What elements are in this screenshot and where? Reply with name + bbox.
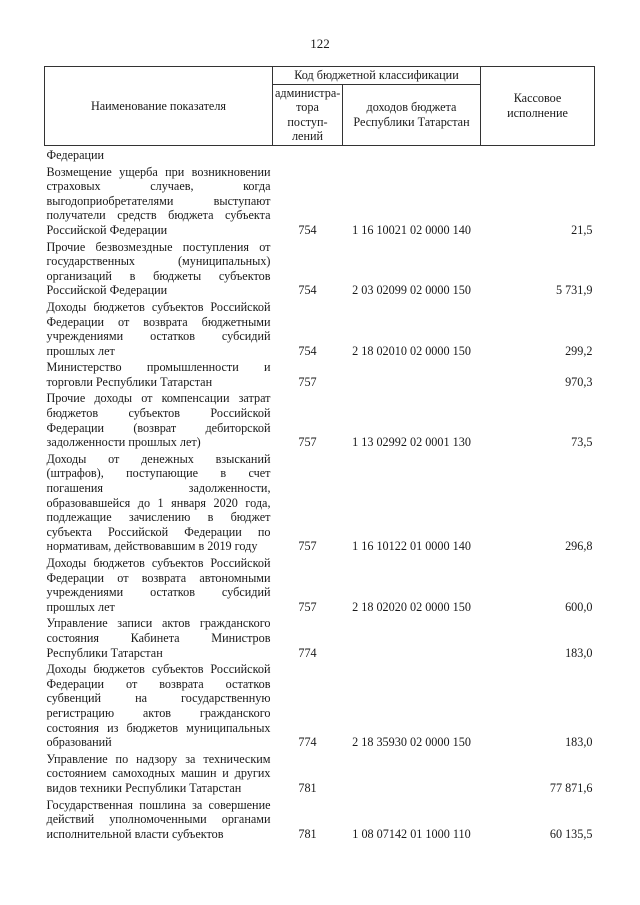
row-admin-code — [273, 145, 343, 162]
table-row — [45, 145, 595, 162]
table-row — [45, 358, 595, 389]
row-admin-code: 781 — [298, 826, 317, 841]
row-name: Прочие доходы от компенсации затрат бюджетов субъектов Российской Федерации (возврат дебиторской задолженности прошлых лет) — [46, 391, 271, 450]
row-income-code: 2 18 02020 02 0000 150 — [352, 599, 471, 614]
row-income-code — [343, 358, 481, 389]
row-income-code: 2 18 35930 02 0000 150 — [352, 735, 471, 750]
row-amount: 60 135,5 — [549, 826, 593, 841]
row-amount: 970,3 — [565, 374, 593, 389]
row-amount: 183,0 — [565, 645, 593, 660]
header-amount: Кассовое исполнение — [481, 67, 595, 146]
row-name: Возмещение ущерба при возникновении страховых случаев, когда выгодоприобретателями выступают получатели средств бюджета субъекта Российской Федерации — [46, 164, 271, 237]
row-amount: 21,5 — [571, 222, 593, 237]
row-income-code: 1 16 10122 01 0000 140 — [352, 539, 471, 554]
row-income-code: 2 03 02099 02 0000 150 — [352, 283, 471, 298]
row-amount: 77 871,6 — [549, 780, 593, 795]
row-amount — [481, 145, 595, 162]
table-row — [45, 450, 595, 554]
table-row — [45, 750, 595, 796]
row-admin-code: 757 — [298, 435, 317, 450]
row-amount: 5 731,9 — [555, 283, 593, 298]
page-number: 122 — [310, 36, 330, 51]
table-row — [45, 614, 595, 660]
table-row — [45, 554, 595, 614]
row-name: Доходы от денежных взысканий (штрафов), поступающие в счет погашения задолженности, образовавшейся до 1 января 2020 года, подлежащие зачислению в бюджет субъекта Российской Федерации по нормативам, действовавшим в 2019 году — [46, 451, 271, 554]
row-admin-code: 757 — [298, 599, 317, 614]
table-row — [45, 389, 595, 449]
row-income-code: 1 08 07142 01 1000 110 — [352, 826, 471, 841]
header-code-group: Код бюджетной классификации — [273, 67, 481, 85]
row-name: Доходы бюджетов субъектов Российской Федерации от возврата бюджетными учреждениями остатков субсидий прошлых лет — [46, 299, 271, 358]
row-admin-code: 774 — [298, 735, 317, 750]
row-income-code: 2 18 02010 02 0000 150 — [352, 343, 471, 358]
row-name: Прочие безвозмездные поступления от государственных (муниципальных) организаций в бюджеты субъектов Российской Федерации — [46, 239, 271, 298]
row-income-code — [343, 145, 481, 162]
row-name: Федерации — [46, 147, 105, 162]
table-row — [45, 298, 595, 358]
row-admin-code: 754 — [298, 343, 317, 358]
row-amount: 299,2 — [565, 343, 593, 358]
row-admin-code: 757 — [298, 374, 317, 389]
header-name: Наименование показателя — [45, 67, 273, 146]
budget-table — [44, 66, 595, 841]
row-income-code — [343, 750, 481, 796]
row-admin-code: 757 — [298, 539, 317, 554]
row-name: Министерство промышленности и торговли Республики Татарстан — [46, 360, 271, 389]
table-row — [45, 796, 595, 842]
row-income-code: 1 16 10021 02 0000 140 — [352, 222, 471, 237]
table-row — [45, 163, 595, 238]
row-name: Доходы бюджетов субъектов Российской Федерации от возврата автономными учреждениями остатков субсидий прошлых лет — [46, 556, 271, 614]
header-admin: администра-тора поступ-лений — [273, 84, 343, 145]
row-income-code — [343, 614, 481, 660]
row-name: Государственная пошлина за совершение действий уполномоченными органами исполнительной власти субъектов — [46, 797, 271, 841]
header-income: доходов бюджета Республики Татарстан — [343, 84, 481, 145]
row-amount: 73,5 — [571, 435, 593, 450]
table-row — [45, 238, 595, 298]
row-amount: 296,8 — [565, 539, 593, 554]
row-admin-code: 754 — [298, 283, 317, 298]
row-amount: 183,0 — [565, 735, 593, 750]
table-header — [45, 67, 595, 146]
table-body — [45, 145, 595, 841]
row-income-code: 1 13 02992 02 0001 130 — [352, 435, 471, 450]
table-row — [45, 660, 595, 750]
row-amount: 600,0 — [565, 599, 593, 614]
row-name: Управление по надзору за техническим состоянием самоходных машин и других видов техники Республики Татарстан — [46, 751, 271, 795]
row-admin-code: 781 — [298, 780, 317, 795]
row-name: Управление записи актов гражданского состояния Кабинета Министров Республики Татарстан — [46, 616, 271, 660]
row-admin-code: 754 — [298, 222, 317, 237]
row-admin-code: 774 — [298, 645, 317, 660]
row-name: Доходы бюджетов субъектов Российской Федерации от возврата остатков субвенций на государственную регистрацию актов гражданского состояния из бюджетов муниципальных образований — [46, 662, 271, 750]
